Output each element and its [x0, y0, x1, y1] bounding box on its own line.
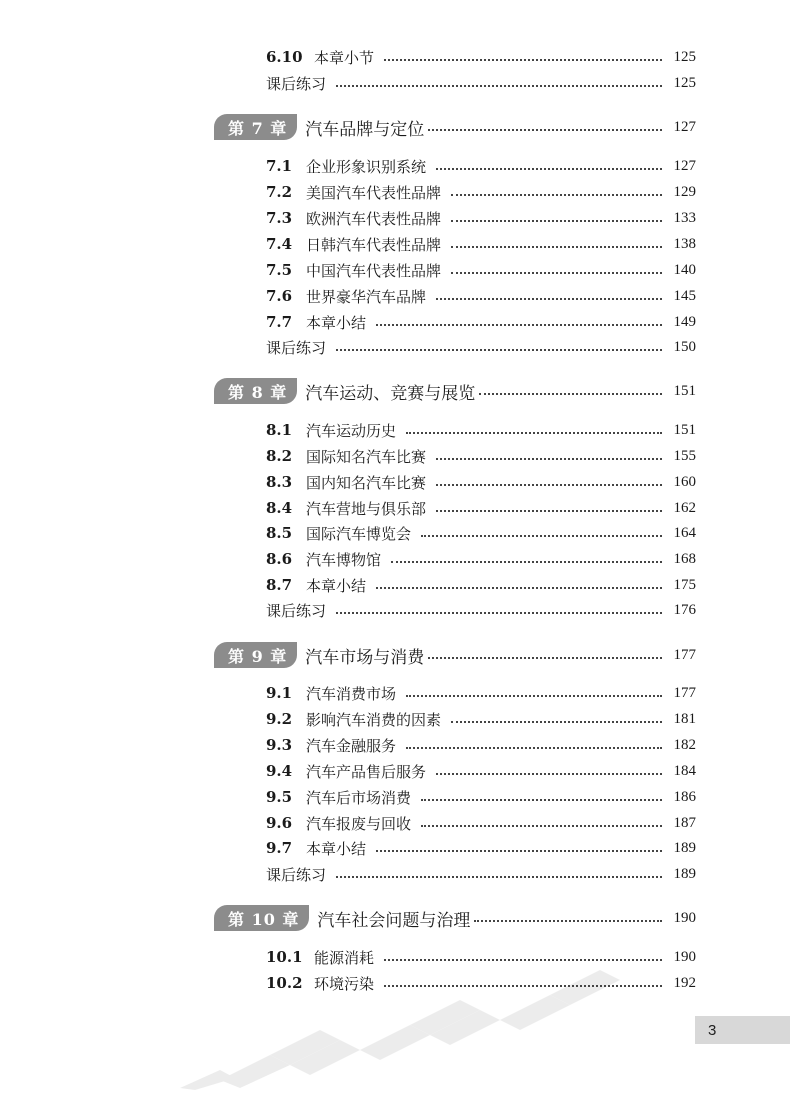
- page-number: 190: [673, 948, 696, 965]
- section-number: 10.1: [266, 948, 303, 966]
- section-title: 本章小节: [314, 48, 375, 67]
- leader-dots: [479, 392, 662, 395]
- leader-dots: [336, 348, 662, 351]
- folio: 3: [708, 1021, 717, 1039]
- page-number: 149: [673, 313, 696, 330]
- toc-entry[interactable]: [266, 153, 696, 179]
- leader-dots: [451, 720, 662, 723]
- section-title: 企业形象识别系统: [306, 157, 427, 176]
- section-title: 汽车运动历史: [306, 421, 397, 440]
- section-number: 7.3: [266, 209, 293, 227]
- section-number: 9.1: [266, 684, 293, 702]
- section-title: 国际知名汽车比赛: [306, 447, 427, 466]
- chapter-9-heading[interactable]: [214, 641, 696, 669]
- leader-dots: [391, 560, 662, 563]
- toc-entry-ch8-exercise[interactable]: [266, 597, 696, 623]
- page-number: 184: [673, 762, 696, 779]
- chapter-badge: 第 9 章: [214, 642, 297, 668]
- toc-entry[interactable]: [266, 970, 696, 996]
- page-number: 129: [673, 183, 696, 200]
- page-number: 162: [673, 499, 696, 516]
- section-title: 日韩汽车代表性品牌: [306, 235, 442, 254]
- toc-entry[interactable]: [266, 520, 696, 546]
- page-number: 125: [673, 48, 696, 65]
- page-number-tab: [695, 1016, 790, 1044]
- toc-entry[interactable]: [266, 469, 696, 495]
- toc-entry[interactable]: [266, 835, 696, 861]
- chapter-badge: 第 7 章: [214, 114, 297, 140]
- toc-entry[interactable]: [266, 784, 696, 810]
- leader-dots: [436, 167, 662, 170]
- toc-entry-ch7-exercise[interactable]: [266, 334, 696, 360]
- leader-dots: [436, 509, 662, 512]
- toc-entry[interactable]: [266, 257, 696, 283]
- leader-dots: [376, 586, 662, 589]
- page-number: 190: [673, 909, 696, 926]
- page-number: 127: [673, 118, 696, 135]
- toc-entry[interactable]: [266, 732, 696, 758]
- section-title: 能源消耗: [314, 948, 375, 967]
- section-number: 8.3: [266, 473, 293, 491]
- toc-entry-ch9-exercise[interactable]: [266, 861, 696, 887]
- section-title: 国内知名汽车比赛: [306, 473, 427, 492]
- leader-dots: [336, 611, 662, 614]
- chapter-badge: 第 10 章: [214, 905, 309, 931]
- toc-entry[interactable]: [266, 179, 696, 205]
- section-number: 10.2: [266, 974, 303, 992]
- section-title: 汽车报废与回收: [306, 814, 412, 833]
- page-number: 189: [673, 839, 696, 856]
- section-number: 9.6: [266, 814, 293, 832]
- toc-entry[interactable]: [266, 495, 696, 521]
- page-number: 189: [673, 865, 696, 882]
- page-number: 145: [673, 287, 696, 304]
- leader-dots: [474, 919, 662, 922]
- chapter-10-heading[interactable]: [214, 904, 696, 932]
- section-title: 本章小结: [306, 839, 367, 858]
- section-number: 6.10: [266, 48, 303, 66]
- page-number: 175: [673, 576, 696, 593]
- page-number: 151: [673, 421, 696, 438]
- toc-entry[interactable]: [266, 443, 696, 469]
- toc-entry[interactable]: [266, 810, 696, 836]
- toc-entry[interactable]: [266, 944, 696, 970]
- page-number: 138: [673, 235, 696, 252]
- leader-dots: [384, 958, 662, 961]
- toc-entry[interactable]: [266, 309, 696, 335]
- section-title: 本章小结: [306, 313, 367, 332]
- page-number: 150: [673, 338, 696, 355]
- toc-entry[interactable]: [266, 680, 696, 706]
- page-number: 160: [673, 473, 696, 490]
- page-number: 177: [673, 684, 696, 701]
- exercise-title: 课后练习: [266, 601, 327, 620]
- leader-dots: [376, 323, 662, 326]
- page-number: 127: [673, 157, 696, 174]
- leader-dots: [384, 984, 662, 987]
- section-number: 9.5: [266, 788, 293, 806]
- section-title: 世界豪华汽车品牌: [306, 287, 427, 306]
- leader-dots: [384, 58, 662, 61]
- section-number: 8.2: [266, 447, 293, 465]
- section-title: 汽车金融服务: [306, 736, 397, 755]
- page-number: 125: [673, 74, 696, 91]
- page-number: 164: [673, 524, 696, 541]
- leader-dots: [406, 694, 662, 697]
- toc-entry[interactable]: [266, 231, 696, 257]
- section-number: 7.1: [266, 157, 293, 175]
- exercise-title: 课后练习: [266, 338, 327, 357]
- leader-dots: [376, 849, 662, 852]
- toc-entry[interactable]: [266, 283, 696, 309]
- section-title: 本章小结: [306, 576, 367, 595]
- section-title: 汽车消费市场: [306, 684, 397, 703]
- section-title: 汽车后市场消费: [306, 788, 412, 807]
- section-number: 7.2: [266, 183, 293, 201]
- page-number: 177: [673, 646, 696, 663]
- leader-dots: [451, 193, 662, 196]
- section-number: 8.7: [266, 576, 293, 594]
- chapter-title: 汽车市场与消费: [305, 647, 425, 668]
- leader-dots: [428, 128, 662, 131]
- toc-entry[interactable]: [266, 758, 696, 784]
- section-title: 汽车博物馆: [306, 550, 382, 569]
- page-number: 176: [673, 601, 696, 618]
- leader-dots: [421, 798, 662, 801]
- section-number: 9.7: [266, 839, 293, 857]
- section-title: 中国汽车代表性品牌: [306, 261, 442, 280]
- chapter-8-heading[interactable]: [214, 377, 696, 405]
- leader-dots: [451, 245, 662, 248]
- section-title: 影响汽车消费的因素: [306, 710, 442, 729]
- leader-dots: [336, 84, 662, 87]
- leader-dots: [421, 824, 662, 827]
- page-number: 181: [673, 710, 696, 727]
- toc-entry[interactable]: [266, 546, 696, 572]
- section-number: 9.4: [266, 762, 293, 780]
- chapter-7-heading[interactable]: [214, 113, 696, 141]
- page-number: 186: [673, 788, 696, 805]
- exercise-title: 课后练习: [266, 74, 327, 93]
- page-number: 133: [673, 209, 696, 226]
- leader-dots: [406, 431, 662, 434]
- section-number: 7.4: [266, 235, 293, 253]
- leader-dots: [336, 875, 662, 878]
- section-title: 国际汽车博览会: [306, 524, 412, 543]
- chapter-title: 汽车社会问题与治理: [317, 910, 471, 931]
- page-number: 192: [673, 974, 696, 991]
- toc-entry[interactable]: [266, 205, 696, 231]
- leader-dots: [428, 656, 662, 659]
- section-number: 7.7: [266, 313, 293, 331]
- page-number: 155: [673, 447, 696, 464]
- toc-entry-6-10[interactable]: [266, 44, 696, 70]
- section-number: 8.6: [266, 550, 293, 568]
- page-number: 182: [673, 736, 696, 753]
- section-number: 7.6: [266, 287, 293, 305]
- page-number: 140: [673, 261, 696, 278]
- section-title: 汽车营地与俱乐部: [306, 499, 427, 518]
- leader-dots: [406, 746, 662, 749]
- section-number: 9.3: [266, 736, 293, 754]
- leader-dots: [436, 457, 662, 460]
- section-number: 8.5: [266, 524, 293, 542]
- section-number: 8.1: [266, 421, 293, 439]
- section-title: 美国汽车代表性品牌: [306, 183, 442, 202]
- toc-entry[interactable]: [266, 706, 696, 732]
- leader-dots: [436, 483, 662, 486]
- section-title: 环境污染: [314, 974, 375, 993]
- toc-entry[interactable]: [266, 572, 696, 598]
- exercise-title: 课后练习: [266, 865, 327, 884]
- chapter-badge: 第 8 章: [214, 378, 297, 404]
- toc-entry[interactable]: [266, 417, 696, 443]
- section-number: 7.5: [266, 261, 293, 279]
- page-number: 168: [673, 550, 696, 567]
- page-number: 187: [673, 814, 696, 831]
- toc-entry-ch6-exercise[interactable]: [266, 70, 696, 96]
- leader-dots: [451, 271, 662, 274]
- leader-dots: [436, 772, 662, 775]
- section-title: 汽车产品售后服务: [306, 762, 427, 781]
- leader-dots: [451, 219, 662, 222]
- chapter-title: 汽车运动、竞赛与展览: [305, 383, 476, 404]
- section-number: 9.2: [266, 710, 293, 728]
- chapter-title: 汽车品牌与定位: [305, 119, 425, 140]
- section-title: 欧洲汽车代表性品牌: [306, 209, 442, 228]
- page-number: 151: [673, 382, 696, 399]
- leader-dots: [421, 534, 662, 537]
- section-number: 8.4: [266, 499, 293, 517]
- leader-dots: [436, 297, 662, 300]
